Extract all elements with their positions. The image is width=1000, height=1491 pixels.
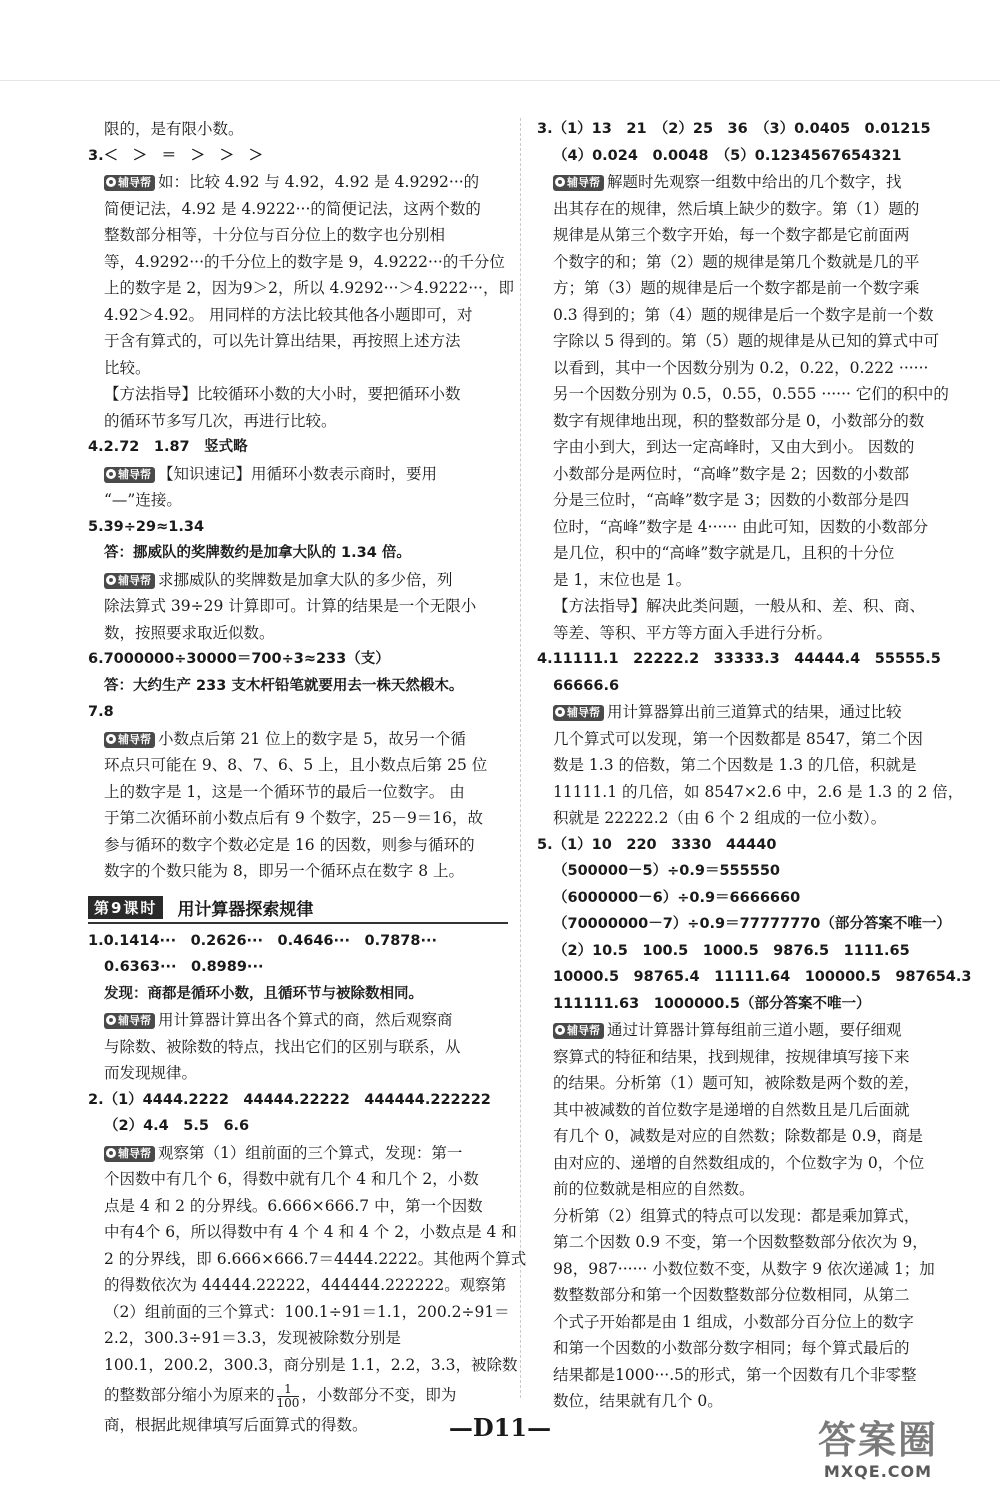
explanation-s2-line: 个因数中有几个 6，得数中就有几个 4 和几个 2，小数 (104, 1170, 479, 1188)
helper-icon (106, 1148, 116, 1158)
lesson-number: 第9课时 (88, 896, 163, 919)
explanation-r3-line: 另一个因数分别为 0.5，0.55，0.555 ······ 它们的积中的 (553, 385, 949, 403)
answer-q3: 3.＜ ＞ ＝ ＞ ＞ ＞ (88, 147, 264, 164)
explanation-q5-line: 数，按照要求取近似数。 (104, 623, 275, 642)
explanation-q7-line: 数字的个数只能为 8，即另一个循环点在数字 8 上。 (104, 862, 465, 880)
helper-icon (106, 177, 116, 187)
method-guide-line: 【方法指导】比较循环小数的大小时，要把循环小数 (104, 385, 461, 403)
explanation-r3-line: 0.3 得到的；第（4）题的规律是后一个数字是前一个数 (553, 305, 934, 324)
explanation-r3-line: 规律是从第三个数字开始，每一个数字都是它前面两 (553, 226, 910, 244)
explanation-r5-line: 有几个 0，减数是对应的自然数；除数都是 0.9，商是 (553, 1127, 923, 1145)
explanation-r3-line: 个数字的和；第（2）题的规律是第几个数就是几的平 (553, 252, 920, 271)
helper-icon (555, 1025, 565, 1035)
helper-tag: 辅导帮 (104, 1013, 155, 1029)
answer-r3-cont: （4）0.024 0.0048 （5）0.1234567654321 (553, 147, 902, 164)
explanation-r4-line: 辅导帮 用计算器算出前三道算式的结果，通过比较 (537, 699, 969, 726)
explanation-r3-line: 字除以 5 得到的。第（5）题的规律是从已知的算式中可 (553, 332, 940, 350)
lesson-header (88, 895, 508, 924)
method-guide-line: 的循环节多写几次，再进行比较。 (104, 411, 337, 430)
explanation-s2-line: 2.2，300.3÷91＝3.3，发现被除数分别是 (104, 1329, 401, 1347)
explanation-q7-line: 参与循环的数字个数必定是 16 的因数，则参与循环的 (104, 835, 475, 854)
explanation-q5-line: 辅导帮 求挪威队的奖牌数是加拿大队的多少倍，列 (88, 567, 508, 594)
answer-r5: 5.（1）10 220 3330 44440 (537, 836, 777, 853)
helper-tag: 辅导帮 (104, 573, 155, 589)
answer-q7: 7.8 (88, 704, 114, 720)
explanation-q4-line: 辅导帮 【知识速记】用循环小数表示商时，要用 (88, 461, 508, 488)
explanation-r5-line: 前的位数就是相应的自然数。 (553, 1180, 755, 1198)
helper-tag: 辅导帮 (553, 175, 604, 191)
explanation-r5-line: 察算式的特征和结果，找到规律，按规律填写接下来 (553, 1047, 910, 1066)
watermark-text: 答案圈 (817, 1418, 938, 1462)
explanation-r5-line: 数位，结果就有几个 0。 (553, 1392, 723, 1410)
helper-icon (106, 734, 116, 744)
explanation-q3-line: 整数部分相等，十分位与百分位上的数字也分别相 (104, 226, 446, 244)
explanation-r4-line: 积就是 22222.2（由 6 个 2 组成的一位小数）。 (553, 809, 887, 827)
explanation-r4-line: 数是 1.3 的倍数，第二个因数是 1.3 的几倍，积就是 (553, 756, 917, 774)
helper-icon (555, 707, 565, 717)
answer-q6-statement: 答：大约生产 233 支木杆铅笔就要用去一株天然椴木。 (104, 677, 464, 694)
explanation-s2-line: 中有4个 6，所以得数中有 4 个 4 和 4 个 2，小数点是 4 和 (104, 1223, 517, 1241)
explanation-r3-line: 方；第（3）题的规律是后一个数字都是前一个数字乘 (553, 279, 920, 297)
explanation-q4-line: “—”连接。 (104, 491, 182, 509)
answer-q5: 5.39÷29≈1.34 (88, 518, 205, 535)
explanation-s2-line: 100.1，200.2，300.3，商分别是 1.1，2.2，3.3，被除数 (104, 1355, 518, 1374)
page-number: —D11— (448, 1413, 552, 1442)
answer-s1-finding: 发现：商都是循环小数，且循环节与被除数相同。 (104, 985, 423, 1002)
answer-r5-line: （2）10.5 100.5 1000.5 9876.5 1111.65 (553, 942, 910, 959)
helper-icon (106, 575, 116, 585)
explanation-r5-line: 数整数部分和第一个因数整数部分位数相同，从第二 (553, 1286, 910, 1304)
helper-tag: 辅导帮 (104, 175, 155, 191)
explanation-r3-line: 辅导帮 解题时先观察一组数中给出的几个数字，找 (537, 169, 969, 196)
explanation-r4-line: 11111.1 的几倍，如 8547×2.6 中，2.6 是 1.3 的 2 倍， (553, 782, 964, 801)
helper-tag: 辅导帮 (104, 467, 155, 483)
answer-r5-line: 10000.5 98765.4 11111.64 100000.5 987654.3 (553, 969, 972, 985)
answer-r4: 4.11111.1 22222.2 33333.3 44444.4 55555.5 (537, 651, 941, 667)
answer-r5-line: （500000－5）÷0.9＝555550 (553, 863, 780, 879)
explanation-r5-line: 的结果。分析第（1）题可知，被除数是两个数的差， (553, 1074, 920, 1092)
explanation-q7-line: 环点只可能在 9、8、7、6、5 上，且小数点后第 25 位 (104, 756, 488, 774)
answer-r5-line: （6000000－6）÷0.9＝6666660 (553, 889, 801, 906)
top-rule (0, 80, 1000, 81)
answer-s1-cont: 0.6363··· 0.8989··· (104, 959, 264, 975)
explanation-q3-line: 等，4.9292···的千分位上的数字是 9，4.9222···的千分位 (104, 252, 505, 271)
column-divider (520, 118, 521, 1398)
explanation-s1-line: 辅导帮 用计算器计算出各个算式的商，然后观察商 (88, 1007, 508, 1034)
answer-q4: 4.2.72 1.87 竖式略 (88, 439, 248, 455)
explanation-r4-line: 几个算式可以发现，第一个因数都是 8547，第二个因 (553, 729, 923, 748)
explanation-q5-line: 除法算式 39÷29 计算即可。计算的结果是一个无限小 (104, 597, 477, 615)
explanation-s1-line: 与除数、被除数的特点，找出它们的区别与联系，从 (104, 1037, 461, 1056)
explanation-r3-line: 分是三位时，“高峰”数字是 3；因数的小数部分是四 (553, 491, 910, 509)
explanation-r3-line: 出其存在的规律，然后填上缺少的数字。第（1）题的 (553, 199, 920, 218)
explanation-s1-line: 而发现规律。 (104, 1064, 198, 1082)
explanation-r5-line: 个式子开始都是由 1 组成，小数部分百分位上的数字 (553, 1312, 914, 1331)
method-guide-line: 【方法指导】解决此类问题，一般从和、差、积、商、 (553, 597, 926, 615)
explanation-r5-line: 辅导帮 通过计算器计算每组前三道小题，要仔细观 (537, 1017, 969, 1044)
explanation-q3-line: 比较。 (104, 358, 151, 377)
explanation-r3-line: 以看到，其中一个因数分别为 0.2，0.22，0.222 ······ (553, 358, 929, 377)
answer-r5-line: 111111.63 1000000.5（部分答案不唯一） (553, 995, 871, 1012)
explanation-s2-fraction-line: 的整数部分缩小为原来的 $\frac{1}{100}$ ，小数部分不变，即为 (104, 1381, 457, 1410)
explanation-s2-line: 的得数依次为 44444.22222，444444.222222。观察第 (104, 1276, 507, 1294)
answer-q6: 6.7000000÷30000＝700÷3≈233（支） (88, 651, 390, 667)
left-column (88, 116, 527, 1439)
answer-s1: 1.0.1414··· 0.2626··· 0.4646··· 0.7878··· (88, 932, 438, 949)
helper-icon (106, 1015, 116, 1025)
answer-s2: 2.（1）4444.2222 44444.22222 444444.222222 (88, 1091, 491, 1108)
answer-r3: 3.（1）13 21 （2）25 36 （3）0.0405 0.01215 (537, 121, 931, 137)
explanation-r3-line: 字由小到大，到达一定高峰时，又由大到小。 因数的 (553, 438, 915, 456)
explanation-r5-line: 第二个因数 0.9 不变，第一个因数整数部分依次为 9， (553, 1233, 928, 1251)
explanation-s2-line: 2 的分界线，即 6.666×666.7＝4444.2222。其他两个算式 (104, 1249, 527, 1268)
explanation-q3-line: 辅导帮 如：比较 4.92 与 4.92，4.92 是 4.9292···的 (88, 169, 508, 196)
explanation-r5-line: 结果都是1000···.5的形式，第一个因数有几个非零整 (553, 1365, 917, 1384)
explanation-r5-line: 分析第（2）组算式的特点可以发现：都是乘加算式， (553, 1206, 920, 1225)
helper-icon (106, 469, 116, 479)
helper-tag: 辅导帮 (104, 732, 155, 748)
explanation-s2-line: 辅导帮 观察第（1）组前面的三个算式，发现：第一 (88, 1140, 508, 1167)
explanation-r3-line: 数字有规律地出现，积的整数部分是 0，小数部分的数 (553, 411, 925, 430)
explanation-r3-line: 小数部分是两位时，“高峰”数字是 2；因数的小数部 (553, 464, 910, 483)
explanation-r5-line: 其中被减数的首位数字是递增的自然数且是几后面就 (553, 1100, 910, 1119)
helper-icon (555, 177, 565, 187)
explanation-q7-line: 上的数字是 1，这是一个循环节的最后一位数字。 由 (104, 782, 465, 801)
explanation-s2-line: 商，根据此规律填写后面算式的得数。 (104, 1416, 368, 1434)
answer-q5-statement: 答：挪威队的奖牌数约是加拿大队的 1.34 倍。 (104, 545, 411, 561)
answer-r4-cont: 66666.6 (553, 677, 620, 694)
continuation-line: 限的，是有限小数。 (104, 120, 244, 138)
fraction: $\frac{1}{100}$ (276, 1381, 300, 1410)
helper-tag: 辅导帮 (553, 1023, 604, 1039)
watermark-url: MXQE.COM (823, 1462, 933, 1481)
explanation-r5-line: 和第一个因数的小数部分数字相同；每个算式最后的 (553, 1339, 910, 1357)
helper-tag: 辅导帮 (553, 705, 604, 721)
lesson-title: 用计算器探索规律 (177, 899, 314, 920)
explanation-r3-line: 是几位，积中的“高峰”数字就是几，且积的十分位 (553, 544, 895, 562)
explanation-q3-line: 4.92＞4.92。 用同样的方法比较其他各小题即可，对 (104, 305, 473, 324)
explanation-q7-line: 于第二次循环前小数点后有 9 个数字，25－9＝16，故 (104, 809, 484, 827)
explanation-r3-line: 是 1，末位也是 1。 (553, 570, 692, 589)
answer-s2-part2: （2）4.4 5.5 6.6 (104, 1118, 250, 1134)
explanation-q7-line: 辅导帮 小数点后第 21 位上的数字是 5，故另一个循 (88, 726, 508, 753)
explanation-r5-line: 98，987······ 小数位数不变，从数字 9 依次递减 1；加 (553, 1259, 935, 1278)
method-guide-line: 等差、等积、平方等方面入手进行分析。 (553, 623, 833, 642)
explanation-q3-line: 简便记法，4.92 是 4.9222···的简便记法，这两个数的 (104, 199, 481, 218)
watermark-logo (778, 1418, 978, 1488)
explanation-r3-line: 位时，“高峰”数字是 4······ 由此可知，因数的小数部分 (553, 517, 929, 536)
explanation-q3-line: 于含有算式的，可以先计算出结果，再按照上述方法 (104, 332, 461, 350)
explanation-s2-line: 点是 4 和 2 的分界线。6.666×666.7 中，第一个因数 (104, 1196, 483, 1215)
explanation-r5-line: 由对应的、递增的自然数组成的，个位数字为 0，个位 (553, 1153, 925, 1172)
right-column (537, 116, 972, 1415)
explanation-s2-line: （2）组前面的三个算式：100.1÷91＝1.1，200.2÷91＝ (104, 1302, 510, 1321)
explanation-q3-line: 上的数字是 2，因为9＞2，所以 4.9292···＞4.9222···，即 (104, 279, 514, 297)
helper-tag: 辅导帮 (104, 1146, 155, 1162)
answer-r5-line: （70000000－7）÷0.9＝77777770（部分答案不唯一） (553, 916, 951, 932)
